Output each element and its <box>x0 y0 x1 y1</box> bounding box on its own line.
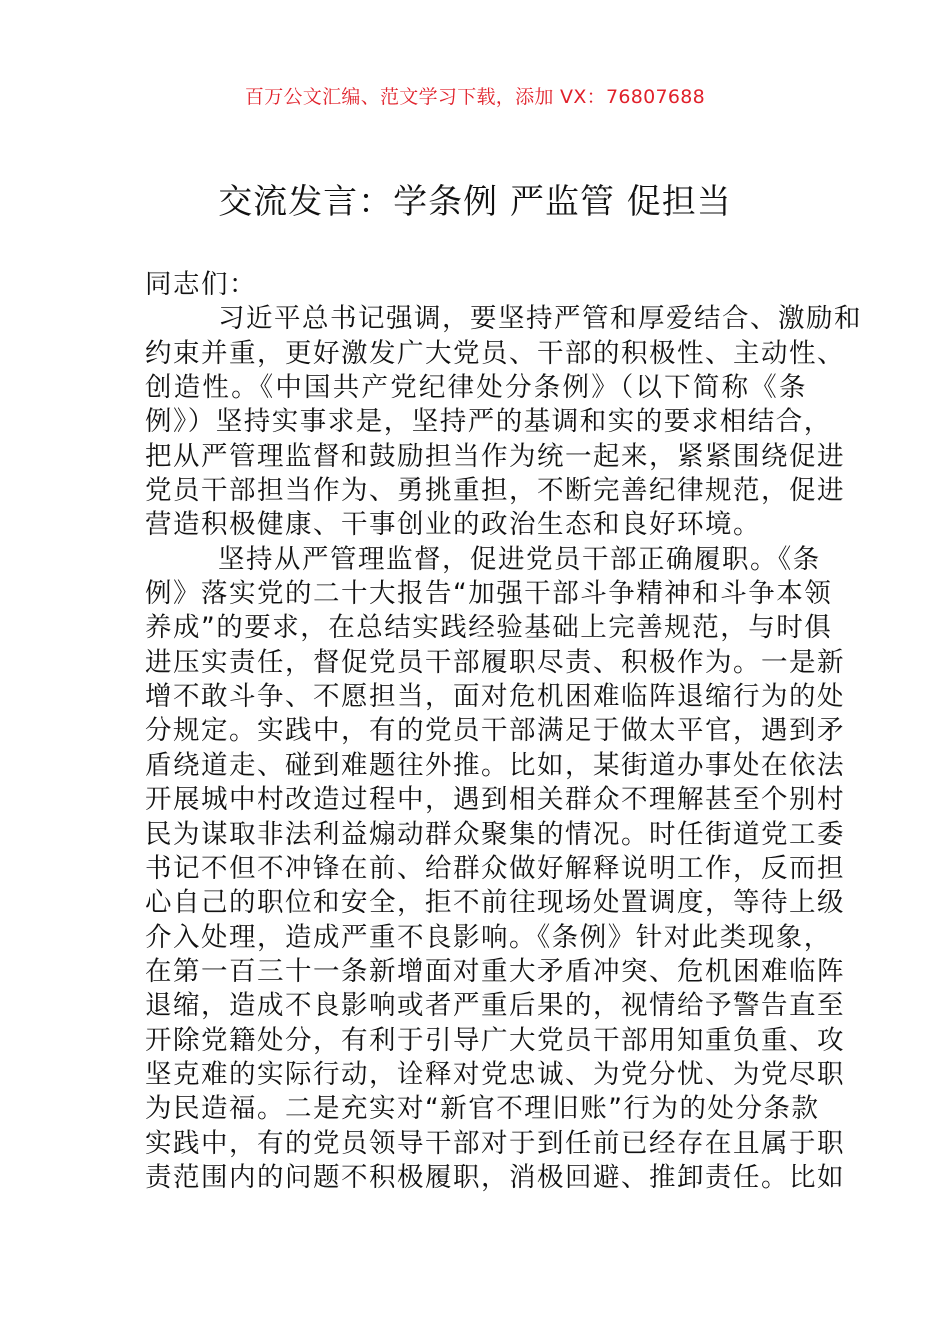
paragraph-line: 例》落实党的二十大报告“加强干部斗争精神和斗争本领 <box>145 578 833 610</box>
paragraph-line: 养成”的要求，在总结实践经验基础上完善规范，与时俱 <box>145 612 833 644</box>
paragraph-line: 在第一百三十一条新增面对重大矛盾冲突、危机困难临阵 <box>145 955 845 987</box>
paragraph-line: 开展城中村改造过程中，遇到相关群众不理解甚至个别村 <box>145 784 845 816</box>
watermark-banner: 百万公文汇编、范文学习下载，添加 VX：76807688 <box>244 86 706 108</box>
paragraph-line: 进压实责任，督促党员干部履职尽责、积极作为。一是新 <box>145 646 845 678</box>
paragraph-line: 坚持从严管理监督，促进党员干部正确履职。《条 <box>218 543 821 575</box>
paragraph-line: 分规定。实践中，有的党员干部满足于做太平官，遇到矛 <box>145 715 845 747</box>
paragraph-line: 民为谋取非法利益煽动群众聚集的情况。时任街道党工委 <box>145 818 845 850</box>
paragraph-line: 党员干部担当作为、勇挑重担，不断完善纪律规范，促进 <box>145 475 845 507</box>
paragraph-2 <box>145 543 845 1196</box>
paragraph-line: 营造积极健康、干事创业的政治生态和良好环境。 <box>145 509 761 541</box>
paragraph-line: 习近平总书记强调，要坚持严管和厚爱结合、激励和 <box>218 303 862 335</box>
paragraph-line: 书记不但不冲锋在前、给群众做好解释说明工作，反而担 <box>145 852 845 884</box>
paragraph-line: 心自己的职位和安全，拒不前往现场处置调度，等待上级 <box>145 887 845 919</box>
paragraph-line: 增不敢斗争、不愿担当，面对危机困难临阵退缩行为的处 <box>145 681 845 713</box>
paragraph-line: 约束并重，更好激发广大党员、干部的积极性、主动性、 <box>145 337 845 369</box>
document-body <box>145 268 862 1195</box>
paragraph-line: 坚克难的实际行动，诠释对党忠诚、为党分忧、为党尽职 <box>145 1058 845 1090</box>
paragraph-line: 为民造福。二是充实对“新官不理旧账”行为的处分条款 <box>145 1093 820 1125</box>
salutation: 同志们： <box>145 269 257 300</box>
paragraph-line: 创造性。《中国共产党纪律处分条例》（以下简称《条 <box>145 372 807 404</box>
paragraph-line: 责范围内的问题不积极履职，消极回避、推卸责任。比如 <box>145 1161 845 1193</box>
paragraph-line: 实践中，有的党员领导干部对于到任前已经存在且属于职 <box>145 1127 845 1159</box>
paragraph-line: 开除党籍处分，有利于引导广大党员干部用知重负重、攻 <box>145 1024 845 1056</box>
document-title: 交流发言：学条例 严监管 促担当 <box>218 182 732 222</box>
paragraph-line: 介入处理，造成严重不良影响。《条例》针对此类现象， <box>145 921 832 953</box>
paragraph-1 <box>145 302 862 542</box>
paragraph-line: 例》）坚持实事求是，坚持严的基调和实的要求相结合， <box>145 406 832 438</box>
paragraph-line: 退缩，造成不良影响或者严重后果的，视情给予警告直至 <box>145 990 845 1022</box>
paragraph-line: 盾绕道走、碰到难题往外推。比如，某街道办事处在依法 <box>145 749 845 781</box>
paragraph-line: 把从严管理监督和鼓励担当作为统一起来，紧紧围绕促进 <box>145 440 845 472</box>
